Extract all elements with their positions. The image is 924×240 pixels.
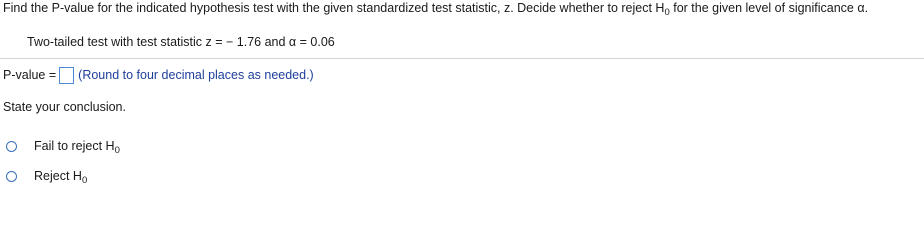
radio-button-fail-to-reject[interactable] — [6, 141, 17, 152]
option-fail-to-reject-subscript: 0 — [114, 145, 120, 156]
option-reject-subscript: 0 — [81, 175, 88, 186]
question-prefix: Find the P-value for the indicated hypothesis test with the given standardized test statistic, z. Decide whether to reject H — [3, 1, 665, 15]
section-divider — [0, 58, 924, 59]
radio-button-reject[interactable] — [6, 171, 17, 182]
question-subscript: 0 — [664, 7, 670, 18]
question-suffix: for the given level of significance α. — [669, 1, 869, 15]
option-fail-to-reject-text: Fail to reject H — [34, 139, 115, 153]
pvalue-row — [3, 65, 314, 85]
option-reject-label — [34, 169, 88, 186]
option-reject[interactable] — [4, 167, 87, 185]
option-reject-text: Reject H — [34, 169, 82, 183]
conclusion-prompt: State your conclusion. — [3, 100, 126, 114]
option-fail-to-reject-label — [34, 139, 120, 156]
rounding-hint: (Round to four decimal places as needed.) — [78, 68, 314, 82]
pvalue-label: P-value = — [3, 68, 57, 82]
given-statement: Two-tailed test with test statistic z = − 1.76 and α = 0.06 — [27, 35, 335, 49]
question-text — [3, 1, 869, 18]
option-fail-to-reject[interactable] — [4, 137, 120, 155]
pvalue-input[interactable] — [59, 67, 74, 84]
